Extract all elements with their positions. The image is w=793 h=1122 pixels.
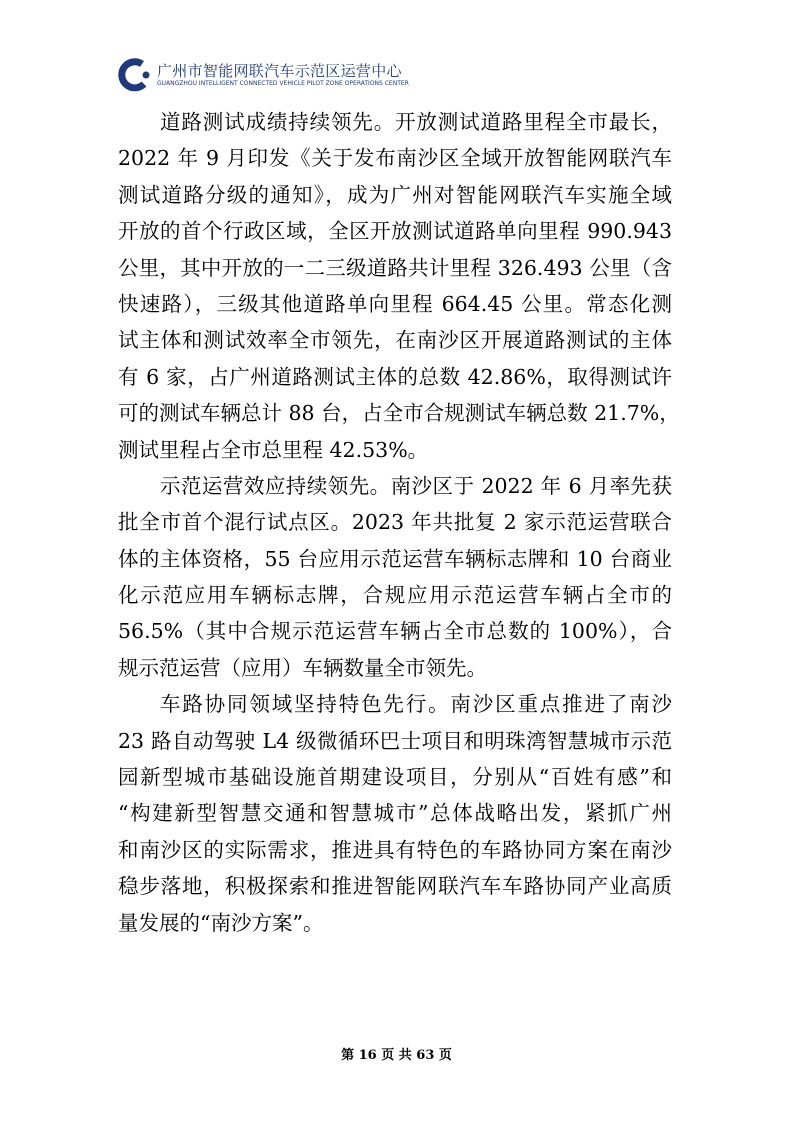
paragraph <box>118 468 672 686</box>
document-body <box>118 104 680 941</box>
page-number: 第 16 页 共 63 页 <box>341 1048 452 1063</box>
text-line: 有 6 家，占广州道路测试主体的总数 42.86%，取得测试许 <box>118 364 672 389</box>
text-line: 测试里程占全市总里程 42.53%。 <box>118 437 429 462</box>
text-line: 开放的首个行政区域，全区开放测试道路单向里程 990.943 <box>118 219 672 244</box>
text-line: 园新型城市基础设施首期建设项目，分别从“百姓有感”和 <box>118 765 672 790</box>
text-line: 体的主体资格，55 台应用示范运营车辆标志牌和 10 台商业 <box>118 546 672 571</box>
text-line: 车路协同领域坚持特色先行。南沙区重点推进了南沙 <box>160 692 672 717</box>
paragraph <box>118 686 672 941</box>
logo-icon <box>118 58 154 92</box>
text-line: 快速路），三级其他道路单向里程 664.45 公里。常态化测 <box>118 291 672 316</box>
text-line: 示范运营效应持续领先。南沙区于 2022 年 6 月率先获 <box>160 473 672 498</box>
text-line: 化示范应用车辆标志牌，合规应用示范运营车辆占全市的 <box>118 583 672 608</box>
paragraph <box>118 104 680 468</box>
header-logo <box>118 58 409 92</box>
text-line: 2022 年 9 月印发《关于发布南沙区全域开放智能网联汽车 <box>118 146 672 171</box>
text-line: “构建新型智慧交通和智慧城市”总体战略出发，紧抓广州 <box>118 801 672 826</box>
text-line: 23 路自动驾驶 L4 级微循环巴士项目和明珠湾智慧城市示范 <box>118 728 672 753</box>
text-line: 试主体和测试效率全市领先，在南沙区开展道路测试的主体 <box>118 328 672 353</box>
text-line: 可的测试车辆总计 88 台，占全市合规测试车辆总数 21.7%， <box>118 401 680 426</box>
org-name-en: GUANGZHOU INTELLIGENT CONNECTED VEHICLE PILOT ZONE OPERATIONS CENTER <box>157 79 409 87</box>
text-line: 56.5%（其中合规示范运营车辆占全市总数的 100%），合 <box>118 619 672 644</box>
text-line: 稳步落地，积极探索和推进智能网联汽车车路协同产业高质 <box>118 874 672 899</box>
text-line: 测试道路分级的通知》，成为广州对智能网联汽车实施全域 <box>118 182 672 207</box>
text-line: 量发展的“南沙方案”。 <box>118 910 324 935</box>
text-line: 和南沙区的实际需求，推进具有特色的车路协同方案在南沙 <box>118 837 672 862</box>
org-name-cn: 广州市智能网联汽车示范区运营中心 <box>157 61 402 80</box>
text-line: 道路测试成绩持续领先。开放测试道路里程全市最长， <box>160 110 672 134</box>
text-line: 批全市首个混行试点区。2023 年共批复 2 家示范运营联合 <box>118 510 672 535</box>
text-line: 规示范运营（应用）车辆数量全市领先。 <box>118 655 487 680</box>
text-line: 公里，其中开放的一二三级道路共计里程 326.493 公里（含 <box>118 255 672 280</box>
